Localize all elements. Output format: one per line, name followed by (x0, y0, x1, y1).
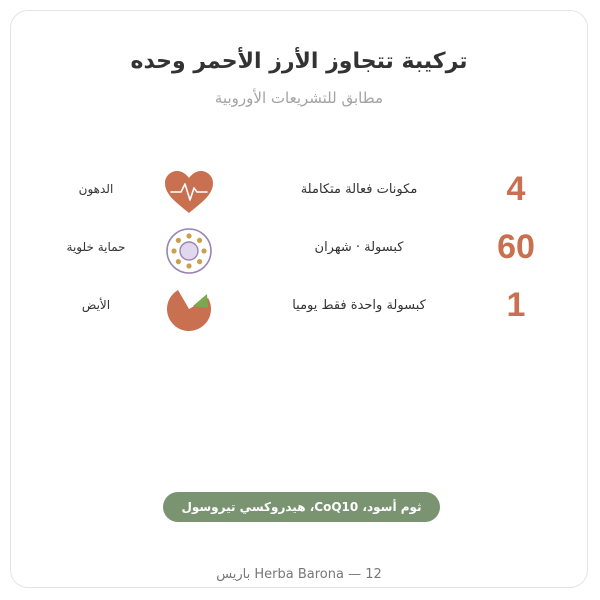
metric-label: كبسولة واحدة فقط يوميا (292, 298, 426, 313)
metric-number: 4 (506, 170, 526, 208)
metric-row-capsules (11, 226, 589, 276)
metric-row-daily-dose (11, 284, 589, 334)
product-card (10, 10, 588, 588)
pie-slice-icon (163, 284, 215, 334)
footer-text: Herba Barona — 12 باريس (216, 567, 382, 582)
ingredients-badge: ثوم أسود، CoQ10، هيدروكسي تيروسول الزيتون (163, 492, 440, 522)
card-subtitle: مطابق للتشريعات الأوروبية (214, 89, 384, 107)
heart-pulse-icon (163, 168, 215, 218)
icon-label: الدهون (78, 182, 114, 196)
card-title: تركيبة تتجاوز الأرز الأحمر وحده (130, 49, 468, 74)
icon-label: الأيض (81, 298, 111, 312)
metric-number: 60 (497, 228, 535, 266)
metric-row-ingredients (11, 168, 589, 218)
metric-label: كبسولة · شهران (314, 240, 404, 255)
cell-ring-icon (163, 226, 215, 276)
metric-label: مكونات فعالة متكاملة (300, 182, 418, 197)
icon-label: حماية خلوية (66, 240, 126, 254)
metric-number: 1 (506, 286, 526, 324)
